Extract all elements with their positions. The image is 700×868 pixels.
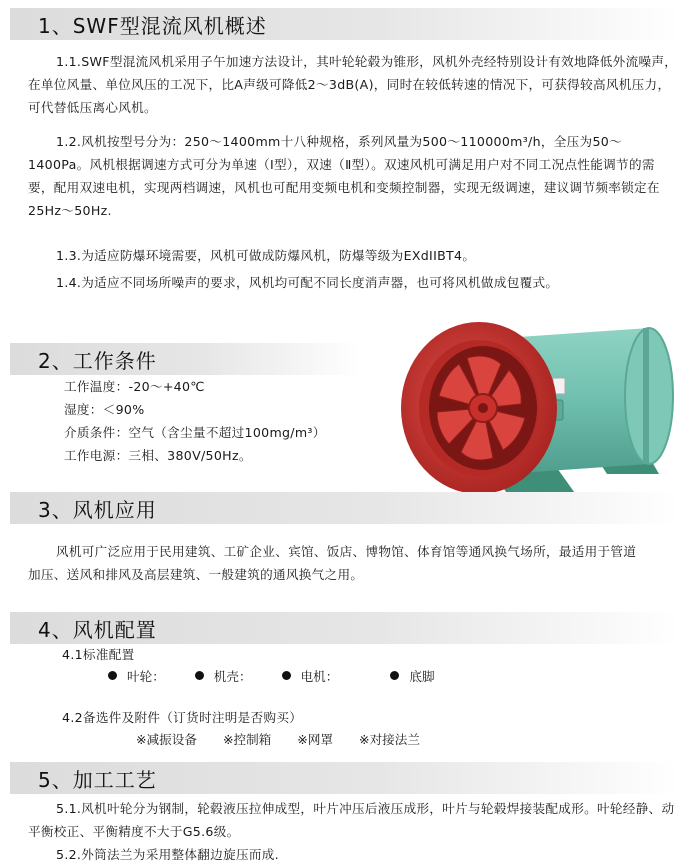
section-2-header	[10, 343, 360, 375]
list-item: ※控制箱	[222, 732, 272, 747]
power-supply: 工作电源：三相、380V/50Hz。	[64, 448, 252, 463]
section-2-title: 2、工作条件	[38, 348, 157, 373]
section-1-para-4: 1.4.为适应不同场所噪声的要求，风机均可配不同长度消声器，也可将风机做成包覆式。	[56, 275, 559, 290]
section-3-title: 3、风机应用	[38, 497, 157, 522]
list-item: 机壳：	[195, 666, 252, 685]
mixed-flow-fan-image	[397, 318, 687, 510]
section-5-title: 5、加工工艺	[38, 767, 157, 792]
section-1-para-3: 1.3.为适应防爆环境需要，风机可做成防爆风机，防爆等级为EXdIIBT4。	[56, 248, 476, 263]
section-3-text: 风机可广泛应用于民用建筑、工矿企业、宾馆、饭店、博物馆、体育馆等通风换气场所，最适用于管道加压、送风和排风及高层建筑、一般建筑的通风换气之用。	[28, 544, 637, 582]
section-1-para-2: 1.2.风机按型号分为：250～1400mm十八种规格，系列风量为500～110000m³/h，全压为50～1400Pa。风机根据调速方式可分为单速（Ⅰ型），双速（Ⅱ型）。双速风机可满足用户对不同工况点性能调节的需要，配用双速电机，实现两档调速，风机也可配用变频电机和变频控制器，实现无级调速，建议调节频率锁定在25Hz～50Hz.	[28, 134, 660, 218]
list-item: 底脚	[390, 666, 434, 685]
bullet-icon	[282, 671, 291, 680]
list-item: ※对接法兰	[359, 732, 420, 747]
optional-config-list	[136, 729, 446, 748]
bullet-icon	[195, 671, 204, 680]
bullet-icon	[390, 671, 399, 680]
medium-condition: 介质条件：空气（含尘量不超过100mg/m³）	[64, 425, 326, 440]
standard-config-label: 4.1标准配置	[62, 647, 135, 662]
humidity: 湿度：＜90%	[64, 402, 145, 417]
list-item: ※减振设备	[136, 732, 197, 747]
section-4-header	[10, 612, 680, 644]
optional-config-label: 4.2备选件及附件（订货时注明是否购买）	[62, 710, 303, 725]
section-1-header	[10, 8, 680, 40]
section-5-para-1: 5.1.风机叶轮分为钢制，轮毂液压拉伸成型，叶片冲压后液压成形，叶片与轮毂焊接装配成形。叶轮经静、动平衡校正、平衡精度不大于G5.6级。	[28, 801, 675, 839]
work-temperature: 工作温度：-20～+40℃	[64, 379, 205, 394]
standard-config-list	[108, 666, 435, 685]
list-item: 电机：	[282, 666, 339, 685]
section-4-title: 4、风机配置	[38, 617, 157, 642]
list-item: ※网罩	[297, 732, 334, 747]
list-item: 叶轮：	[108, 666, 165, 685]
section-5-para-2: 5.2.外筒法兰为采用整体翻边旋压而成.	[56, 847, 279, 862]
bullet-icon	[108, 671, 117, 680]
section-1-title: 1、SWF型混流风机概述	[38, 13, 267, 38]
section-3-header	[10, 492, 680, 524]
section-1-para-1: 1.1.SWF型混流风机采用子午加速方法设计，其叶轮轮毂为锥形，风机外壳经特别设计有效地降低外流噪声，在单位风量、单位风压的工况下，比A声级可降低2～3dB(A)，同时在较低转速的情况下，可获得较高风机压力，可代替低压离心风机。	[28, 54, 678, 115]
section-5-header	[10, 762, 680, 794]
